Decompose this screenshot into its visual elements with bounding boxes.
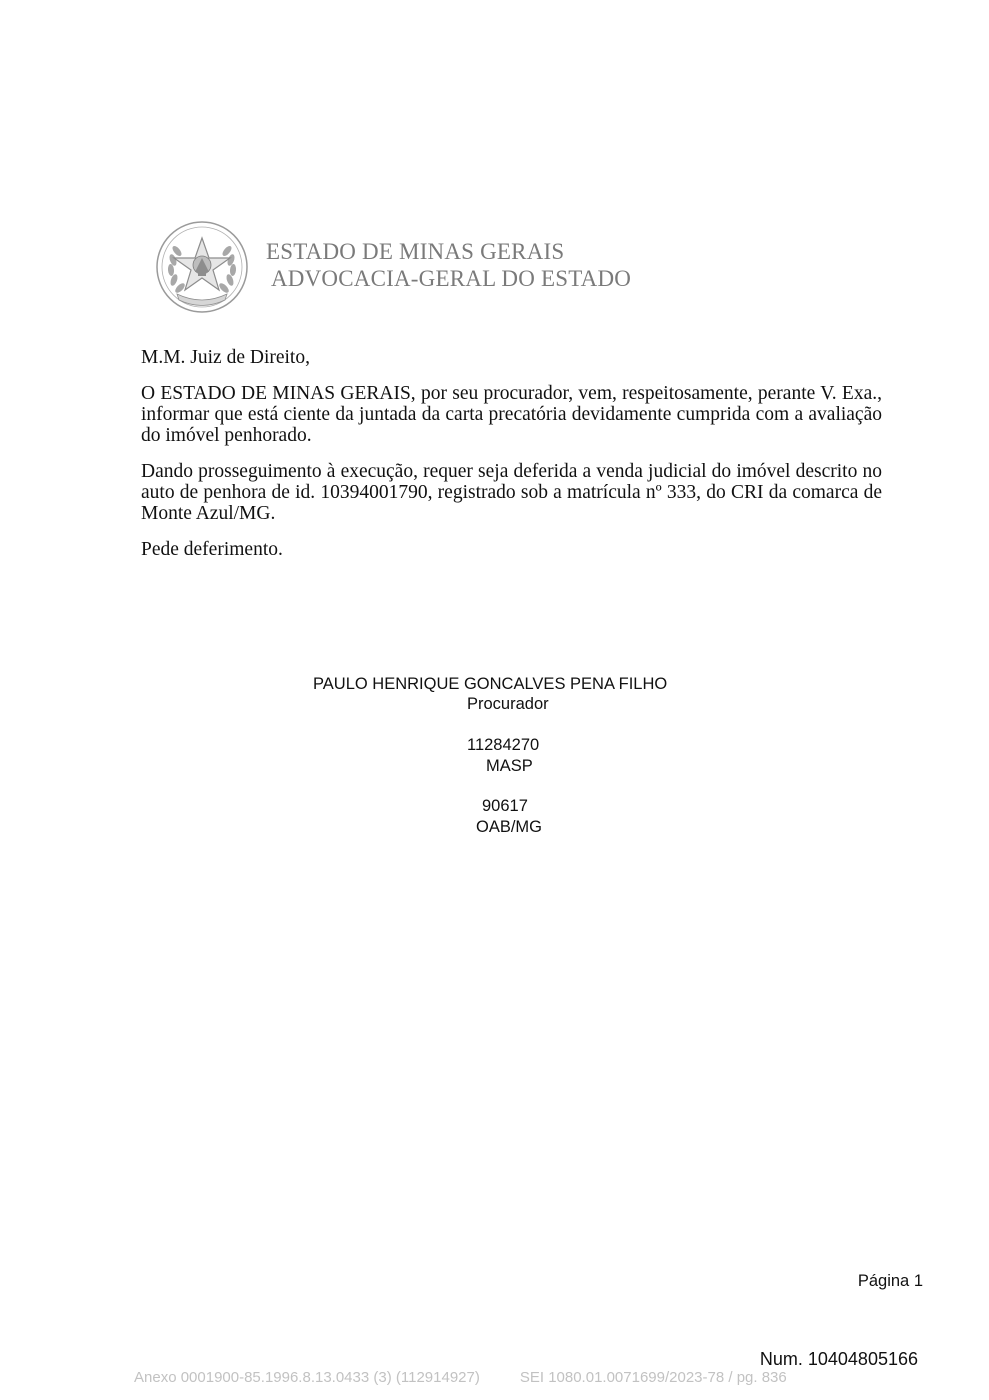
masp-label: MASP bbox=[486, 757, 533, 775]
coat-of-arms-seal-icon bbox=[155, 220, 249, 314]
closing: Pede deferimento. bbox=[141, 539, 283, 560]
letterhead-state-name: ESTADO DE MINAS GERAIS bbox=[266, 239, 565, 264]
salutation: M.M. Juiz de Direito, bbox=[141, 347, 310, 368]
paragraph-notice: O ESTADO DE MINAS GERAIS, por seu procurador, vem, respeitosamente, perante V. Exa., informar que está ciente da juntada da carta precatória devidamente cumprida com a avaliação do imóvel penhorado. bbox=[141, 383, 882, 446]
letterhead-agency-name: ADVOCACIA-GERAL DO ESTADO bbox=[271, 266, 632, 291]
page-number: Página 1 bbox=[857, 1272, 923, 1290]
document-body bbox=[141, 347, 882, 575]
oab-number: 90617 bbox=[482, 797, 528, 815]
letterhead bbox=[266, 238, 631, 292]
annex-footer bbox=[134, 1369, 787, 1386]
masp-number: 11284270 bbox=[467, 736, 540, 754]
sei-reference: SEI 1080.01.0071699/2023-78 / pg. 836 bbox=[519, 1369, 787, 1386]
annex-reference: Anexo 0001900-85.1996.8.13.0433 (3) (112914927) bbox=[134, 1369, 480, 1386]
signer-role: Procurador bbox=[467, 695, 549, 713]
paragraph-request: Dando prosseguimento à execução, requer seja deferida a venda judicial do imóvel descrito no auto de penhora de id. 10394001790, registrado sob a matrícula nº 333, do CRI da comarca de Monte Azul/MG. bbox=[141, 461, 882, 524]
oab-label: OAB/MG bbox=[476, 818, 543, 836]
signer-name: PAULO HENRIQUE GONCALVES PENA FILHO bbox=[313, 675, 668, 693]
document-number: Num. 10404805166 bbox=[759, 1349, 918, 1369]
